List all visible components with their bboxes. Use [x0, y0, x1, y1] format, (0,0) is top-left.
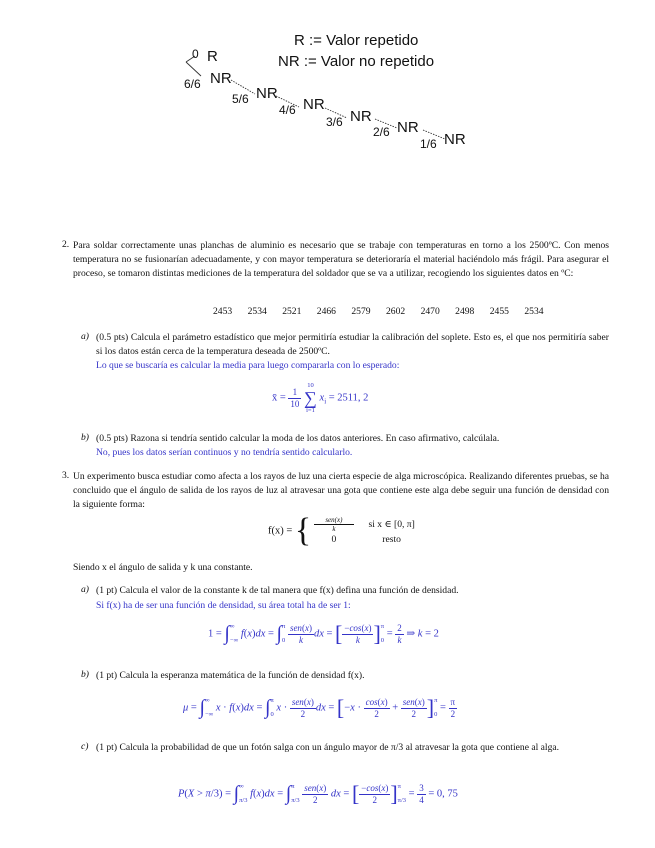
q2-data-row	[213, 306, 557, 317]
density-lhs: f(x) =	[268, 525, 293, 537]
node-nr-6: NR	[444, 131, 466, 148]
legend-nr: NR := Valor no repetido	[278, 53, 435, 70]
sigma-symbol: ∑	[304, 388, 317, 408]
prob-3: 4/6	[279, 103, 296, 117]
density-function	[268, 512, 415, 549]
q2b-text: (0.5 pts) Razona si tendría sentido calcular la moda de los datos anteriores. En caso afirmativo, calcúlala.	[96, 433, 500, 444]
q3c-label: c)	[81, 741, 89, 752]
q3b-label: b)	[81, 669, 89, 680]
data-value: 2521	[282, 306, 302, 317]
mean-formula	[272, 381, 368, 415]
q3a-answer: Si f(x) ha de ser una función de densidad, su área total ha de ser 1:	[96, 600, 351, 611]
data-value: 2579	[351, 306, 371, 317]
density-cond2: resto	[382, 534, 401, 545]
prob-1: 6/6	[184, 77, 201, 91]
q2a-label: a)	[81, 331, 89, 342]
node-r: R	[207, 48, 218, 65]
prob-4: 3/6	[326, 115, 343, 129]
data-value: 2498	[455, 306, 475, 317]
node-nr-1: NR	[210, 70, 232, 87]
data-value: 2602	[385, 306, 406, 317]
q3b-text: (1 pt) Calcula la esperanza matemática de la función de densidad f(x).	[96, 670, 365, 681]
probability-formula: P(X > π/3) = ∫ ∞ π/3 f(x)dx = ∫ π π/3 $\frac{\text{sen(x)}}{2}$ dx = [ $\frac{-\cos(x)}{2}$ ] π π/3 = $\frac{3}{4}$ = 0, 75	[178, 781, 458, 806]
q3-intro: Un experimento busca estudiar como afecta a los rayos de luz una cierta especie de alga microscópica. Realizando diferentes pruebas, se ha concluido que el ángulo de salida de los rayos de luz al atravesar una gota que contiene este alga debe seguir una función de densidad con la siguiente forma:	[73, 471, 609, 510]
density-num: sen(x)	[314, 516, 354, 525]
data-value: 2455	[489, 306, 509, 317]
sum-bottom: i=1	[306, 407, 315, 414]
frac-num: 1	[288, 387, 301, 399]
node-nr-4: NR	[350, 108, 372, 125]
legend-r: R := Valor repetido	[294, 32, 419, 49]
data-value: 2470	[420, 306, 440, 317]
mean-lhs: x̄ =	[272, 392, 286, 404]
prob-6: 1/6	[420, 137, 437, 151]
q2a-text: (0.5 pts) Calcula el parámetro estadístico que mejor permitiría estudiar la calibración del soplete. Esto es, el que nos permitiría saber si los datos están cerca de la temperatura deseada de 2500ºC.	[96, 332, 609, 357]
sum-top: 10	[307, 382, 314, 389]
mean-result: = 2511, 2	[328, 392, 369, 404]
data-value: 2466	[316, 306, 336, 317]
data-value: 2453	[213, 306, 233, 317]
q3c-text: (1 pt) Calcula la probabilidad de que un fotón salga con un ángulo mayor de π/3 al atravesar la gota que contiene al alga.	[96, 742, 560, 753]
expectation-formula: μ = ∫ ∞ −∞ x · f(x)dx = ∫ π 0 x · $\frac{\text{sen(x)}}{2}$ dx = [−x · $\frac{\cos(x)}{2}$ + $\frac{\text{sen(x)}}{2}$ ] π 0 = $\frac{\pi}{2}$	[183, 695, 456, 720]
data-value: 2534	[247, 306, 267, 317]
q2b-answer: No, pues los datos serían continuos y no tendría sentido calcularlo.	[96, 447, 353, 458]
data-value: 2534	[524, 306, 544, 317]
sum-term: x	[319, 392, 325, 404]
q2a-answer: Lo que se buscaría es calcular la media para luego compararla con lo esperado:	[96, 360, 400, 371]
q3-number: 3.	[62, 470, 70, 481]
prob-2: 5/6	[232, 92, 249, 106]
prob-r: 0	[192, 47, 199, 61]
sum-sub: i	[324, 397, 327, 406]
node-nr-3: NR	[303, 96, 325, 113]
density-zero: 0	[331, 534, 337, 545]
density-den: k	[332, 525, 336, 533]
density-cond1: si x ∈ [0, π]	[368, 518, 415, 530]
frac-den: 10	[290, 398, 300, 409]
q3a-label: a)	[81, 584, 89, 595]
normalization-formula: 1 = ∫ ∞ −∞ f(x)dx = ∫ π 0 $\frac{\text{sen(x)}}{k}$ dx = [ $\frac{-\cos(x)}{k}$ ] π 0 = $\frac{2}{k}$ ⇒ k = 2	[208, 621, 439, 646]
prob-5: 2/6	[373, 125, 390, 139]
q3a-text: (1 pt) Calcula el valor de la constante k de tal manera que f(x) defina una función de densidad.	[96, 585, 459, 596]
brace-symbol: {	[294, 512, 312, 549]
q3-siendo: Siendo x el ángulo de salida y k una constante.	[73, 562, 253, 573]
q2-intro: Para soldar correctamente unas planchas de aluminio es necesario que se trabaje con temperaturas en torno a los 2500ºC. Con menos temperatura no se fusionarían adecuadamente, y con mayor temperatura se deterioraría el material haciéndolo más frágil. Para asegurar el proceso, se tomaron distintas mediciones de la temperatura del soldador que se va a utilizar, recogiendo los siguientes datos en ºC:	[73, 240, 609, 279]
q2-number: 2.	[62, 239, 70, 250]
node-nr-2: NR	[256, 85, 278, 102]
q2b-label: b)	[81, 432, 89, 443]
node-nr-5: NR	[397, 119, 419, 136]
